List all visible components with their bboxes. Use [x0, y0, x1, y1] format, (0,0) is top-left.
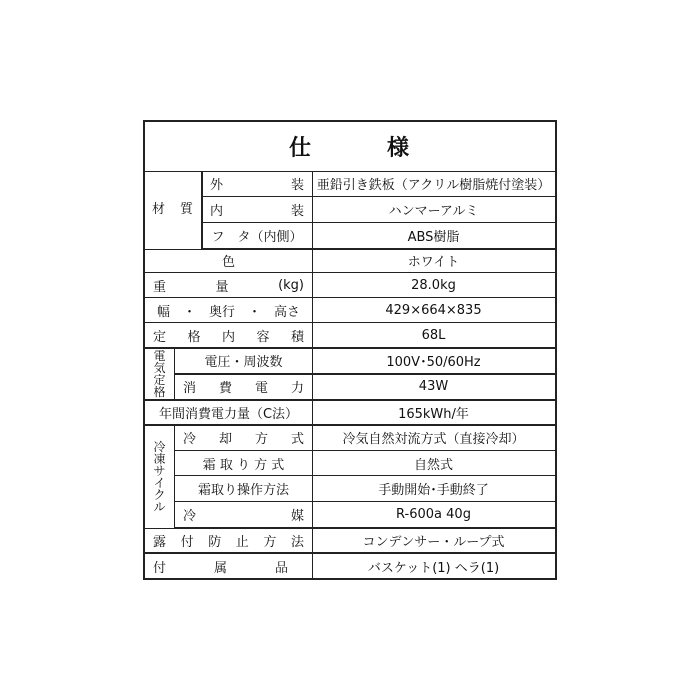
value-dimensions: 429×664×835	[385, 302, 482, 318]
title-char-2: 様	[387, 136, 412, 161]
value-defrost: 自然式	[413, 457, 453, 473]
label-dimensions: 幅 ・ 奥行 ・ 高さ	[156, 304, 300, 320]
label-defrost-operation: 霜取り操作方法	[197, 483, 289, 498]
value-voltage: 100V･50/60Hz	[386, 355, 481, 370]
row-capacity	[145, 323, 555, 348]
row-voltage	[175, 348, 555, 374]
value-refrigerant: R-600a 40g	[396, 507, 471, 522]
row-defrost	[175, 451, 555, 476]
value-exterior: 亜鉛引き鉄板（アクリル樹脂焼付塗装）	[316, 178, 551, 193]
value-annual-power: 165kWh/年	[398, 406, 469, 422]
spec-table	[143, 120, 557, 580]
cycle-group-label: 冷 凍 サ イ ク ル	[145, 425, 175, 528]
electric-group-label: 電 気 定 格	[145, 348, 175, 400]
value-power: 43W	[418, 379, 449, 394]
label-refrigerant: 冷 媒	[183, 509, 304, 524]
row-color	[145, 249, 555, 273]
spec-grid	[145, 171, 555, 578]
value-weight: 28.0kg	[411, 277, 456, 293]
row-cooling	[175, 425, 555, 451]
row-refrigerant	[175, 502, 555, 528]
value-color: ホワイト	[407, 255, 460, 270]
row-anti-condensation	[145, 528, 555, 553]
label-voltage: 電圧・周波数	[204, 355, 283, 370]
value-accessories: バスケット(1) ヘラ(1)	[367, 561, 500, 576]
table-title	[145, 122, 555, 172]
label-weight: 重 量 (kg)	[153, 277, 304, 295]
label-lid: フ タ（内側）	[211, 230, 303, 245]
label-accessories: 付 属 品	[153, 561, 288, 576]
label-anti-condensation: 露 付 防 止 方 法	[153, 534, 304, 550]
label-interior: 内 装	[210, 204, 304, 219]
material-group-label: 材 質	[145, 171, 202, 249]
label-cooling: 冷 却 方 式	[183, 432, 304, 447]
row-lid	[202, 223, 555, 249]
label-annual-power: 年間消費電力量（C法）	[158, 406, 299, 422]
row-accessories	[145, 553, 555, 580]
row-weight	[145, 273, 555, 298]
row-annual-power	[145, 400, 555, 425]
value-anti-condensation: コンデンサー・ループ式	[362, 534, 505, 550]
row-defrost-operation	[175, 476, 555, 502]
label-capacity: 定 格 内 容 積	[153, 329, 304, 345]
title-char-1: 仕	[288, 136, 313, 161]
value-lid: ABS樹脂	[407, 230, 460, 245]
value-defrost-operation: 手動開始･手動終了	[378, 483, 489, 498]
row-exterior	[202, 171, 555, 197]
value-capacity: 68L	[421, 327, 446, 343]
label-color: 色	[221, 255, 235, 270]
value-cooling: 冷気自然対流方式（直接冷却）	[342, 432, 525, 447]
row-dimensions	[145, 298, 555, 323]
label-exterior: 外 装	[210, 178, 304, 193]
row-interior	[202, 197, 555, 223]
label-power: 消 費 電 力	[183, 381, 304, 396]
label-defrost: 霜 取 り 方 式	[202, 457, 285, 473]
row-power	[145, 374, 555, 400]
value-interior: ハンマーアルミ	[388, 204, 479, 219]
